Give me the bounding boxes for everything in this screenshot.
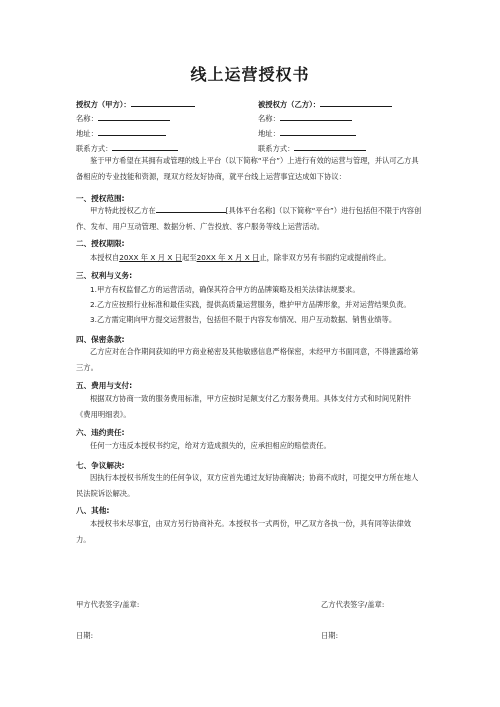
party-a-name-blank — [98, 112, 170, 121]
section-2-heading: 二、授权期限: — [76, 239, 125, 248]
party-b-label-row — [258, 98, 392, 110]
document-title: 线上运营授权书 — [190, 65, 310, 84]
party-a-address-label: 地址： — [76, 129, 98, 138]
party-a-address-blank — [98, 127, 166, 136]
party-a-label-row — [76, 98, 195, 110]
section-4-body: 乙方应对在合作期间获知的甲方商业秘密及其他敏感信息严格保密，未经甲方书面同意，不得泄露给第三方。 — [76, 347, 419, 372]
party-b-name-row — [258, 112, 352, 124]
section-5-body: 根据双方协商一致的服务费用标准，甲方应按时足额支付乙方服务费用。具体支付方式和时间见附件《费用明细表》。 — [76, 394, 412, 419]
section-5-heading: 五、费用与支付: — [76, 381, 133, 390]
party-b-contact-blank — [294, 142, 366, 151]
party-b-label: 被授权方（乙方）： — [258, 100, 321, 109]
party-a-label: 授权方（甲方）： — [76, 100, 131, 109]
section-2-body-mid: 起至 — [181, 253, 197, 262]
section-4-heading: 四、保密条款: — [76, 335, 125, 344]
party-a-contact-label: 联系方式： — [76, 144, 113, 153]
party-b-address-label: 地址： — [258, 129, 280, 138]
party-a-address-row — [76, 127, 166, 139]
party-b-address-row — [258, 127, 356, 139]
party-b-name-blank — [280, 112, 352, 121]
section-3-item-1: 1.甲方有权监督乙方的运营活动，确保其符合甲方的品牌策略及相关法律法规要求。 — [90, 285, 360, 294]
party-a-name-label: 名称： — [76, 114, 98, 123]
party-a-date-label: 日期: — [76, 631, 94, 640]
section-3-item-3: 3.乙方需定期向甲方提交运营报告，包括但不限于内容发布情况、用户互动数据、销售业绩等。 — [90, 315, 397, 324]
section-1-body-mid: [具体平台名称]（以下简称“平台”）进行包括但不限于内容创作、发布、用户互动管理、数据分析、广告投放、客户服务等线上运营活动。 — [76, 206, 422, 231]
party-b-name-label: 名称： — [258, 114, 280, 123]
party-a-contact-blank — [112, 142, 178, 151]
party-b-contact-label: 联系方式： — [258, 144, 295, 153]
section-1-body — [76, 203, 424, 234]
section-2-body — [90, 250, 426, 266]
section-6-heading: 六、违约责任: — [76, 428, 125, 437]
section-1-heading: 一、授权范围: — [76, 194, 125, 203]
section-1-body-pre: 甲方特此授权乙方在 — [90, 206, 156, 215]
section-3-item-2: 2.乙方应按照行业标准和最佳实践，提供高质量运营服务，维护甲方品牌形象，并对运营结果负责。 — [90, 300, 411, 309]
intro-paragraph: 鉴于甲方希望在其拥有或管理的线上平台（以下简称“平台”）上进行有效的运营与管理，并认可乙方具备相应的专业技能和资源，现双方经友好协商，就平台线上运营事宜达成如下协议： — [76, 156, 419, 181]
section-6-body: 任何一方违反本授权书约定，给对方造成损失的，应承担相应的赔偿责任。 — [90, 441, 331, 450]
party-b-address-blank — [280, 127, 356, 136]
party-b-signature-label: 乙方代表签字/盖章: — [321, 600, 385, 609]
section-2-date-start: 20XX 年 X 月 X 日 — [119, 253, 182, 262]
section-7-body: 因执行本授权书所发生的任何争议，双方应首先通过友好协商解决；协商不成时，可提交甲方所在地人民法院诉讼解决。 — [76, 473, 419, 498]
section-2-body-pre: 本授权自 — [90, 253, 120, 262]
section-8-heading: 八、其他: — [76, 506, 110, 515]
party-a-signature-label: 甲方代表签字/盖章: — [76, 600, 140, 609]
section-3-heading: 三、权利与义务: — [76, 271, 133, 280]
party-a-name-row — [76, 112, 170, 124]
section-8-body: 本授权书未尽事宜，由双方另行协商补充。本授权书一式两份，甲乙双方各执一份，具有同等法律效力。 — [76, 519, 412, 544]
party-b-blank — [320, 98, 392, 107]
section-2-date-end: 20XX 年 X 月 X 日 — [196, 253, 260, 262]
party-b-date-label: 日期: — [321, 631, 339, 640]
section-1-platform-blank — [156, 204, 226, 213]
section-7-heading: 七、争议解决: — [76, 461, 125, 470]
party-a-blank — [131, 98, 195, 107]
section-2-body-post: 止，除非双方另有书面约定或提前终止。 — [259, 253, 391, 262]
